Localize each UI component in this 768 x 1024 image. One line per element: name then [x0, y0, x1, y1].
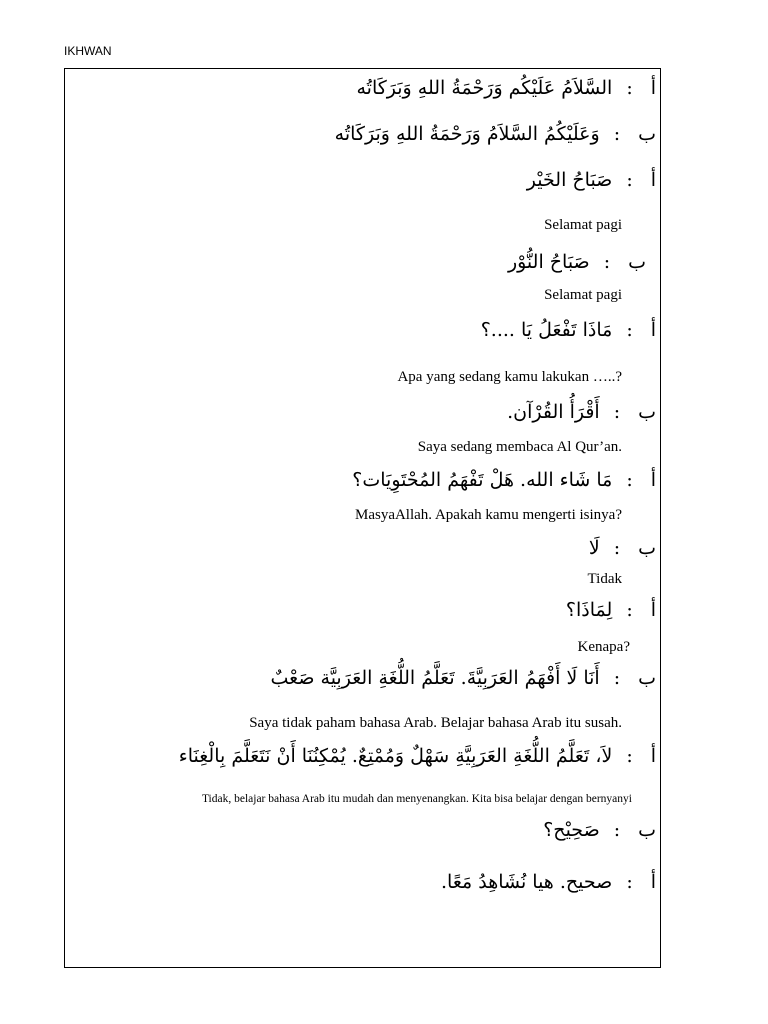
separator: :: [626, 871, 633, 893]
speaker-label: ب: [638, 401, 656, 423]
arabic-line-1: [356, 77, 656, 99]
separator: :: [613, 537, 621, 559]
separator: :: [613, 123, 621, 145]
translation-line-4: Selamat pagi: [544, 287, 622, 303]
speaker-label: أ: [650, 319, 656, 341]
translation-line-6: Saya sedang membaca Al Qur’an.: [417, 439, 622, 455]
speaker-label: ب: [628, 251, 646, 273]
arabic-line-11: [179, 745, 656, 767]
arabic-text: أَقْرَأُ القُرْآن.: [507, 401, 600, 423]
separator: :: [626, 469, 633, 491]
arabic-line-10: [271, 667, 656, 689]
separator: :: [626, 745, 633, 767]
arabic-line-13: [441, 871, 656, 893]
separator: :: [613, 667, 621, 689]
speaker-label: أ: [650, 745, 656, 767]
speaker-label: أ: [650, 871, 656, 893]
arabic-line-6: [507, 401, 656, 423]
arabic-line-9: [566, 599, 656, 621]
separator: :: [626, 77, 633, 99]
arabic-line-4: [508, 251, 646, 273]
arabic-text: السَّلاَمُ عَلَيْكُم وَرَحْمَةُ اللهِ وَبَرَكَاتُه: [356, 77, 613, 99]
arabic-text: لِمَاذَا؟: [565, 599, 613, 621]
separator: :: [613, 819, 621, 841]
separator: :: [626, 599, 633, 621]
separator: :: [603, 251, 611, 273]
translation-line-5: Apa yang sedang kamu lakukan …..?: [397, 369, 622, 385]
arabic-text: صحيح. هيا نُشَاهِدُ مَعًا.: [441, 871, 613, 893]
separator: :: [626, 319, 633, 341]
arabic-line-12: [543, 819, 656, 841]
arabic-text: مَا شَاء الله. هَلْ تَفْهَمُ المُحْتَوِيَات؟: [352, 469, 613, 491]
speaker-label: أ: [650, 599, 656, 621]
arabic-line-2: [335, 123, 656, 145]
translation-line-3: Selamat pagi: [544, 217, 622, 233]
arabic-line-5: [481, 319, 656, 341]
translation-line-9: Kenapa?: [577, 639, 630, 655]
speaker-label: ب: [638, 819, 656, 841]
arabic-text: أَنَا لَا أَفْهَمُ العَرَبِيَّةَ. تَعَلَّمُ اللُّغَةِ العَرَبِيَّة صَعْبٌ: [270, 667, 600, 689]
speaker-label: ب: [638, 537, 656, 559]
arabic-text: لَا: [588, 537, 600, 559]
arabic-line-7: [352, 469, 656, 491]
speaker-label: أ: [650, 169, 656, 191]
translation-line-10: Saya tidak paham bahasa Arab. Belajar bahasa Arab itu susah.: [249, 715, 622, 731]
speaker-label: أ: [650, 77, 656, 99]
arabic-text: صَبَاحُ النُّوْر: [507, 251, 590, 273]
arabic-text: صَحِيْح؟: [543, 819, 600, 841]
translation-line-8: Tidak: [587, 571, 622, 587]
translation-line-11: Tidak, belajar bahasa Arab itu mudah dan menyenangkan. Kita bisa belajar dengan bernyanyi: [201, 793, 632, 805]
arabic-line-8: [589, 537, 656, 559]
arabic-line-3: [527, 169, 656, 191]
separator: :: [626, 169, 633, 191]
speaker-label: ب: [638, 123, 656, 145]
arabic-text: لاَ، تَعَلَّمُ اللُّغَةِ العَرَبِيَّةِ سَهْلٌ وَمُمْتِعٌ. يُمْكِنُنَا أَنْ نَتَعَلَّمَ بِالْغِنَاء: [178, 745, 613, 767]
arabic-text: مَاذَا تَفْعَلُ يَا ....؟: [480, 319, 613, 341]
translation-line-7: MasyaAllah. Apakah kamu mengerti isinya?: [354, 507, 622, 523]
arabic-text: صَبَاحُ الخَيْر: [526, 169, 613, 191]
page-header-label: IKHWAN: [64, 44, 112, 58]
arabic-text: وَعَلَيْكُمُ السَّلاَمُ وَرَحْمَةُ اللهِ وَبَرَكَاتُه: [334, 123, 600, 145]
speaker-label: أ: [650, 469, 656, 491]
speaker-label: ب: [638, 667, 656, 689]
dialogue-frame: [64, 68, 661, 968]
separator: :: [613, 401, 621, 423]
